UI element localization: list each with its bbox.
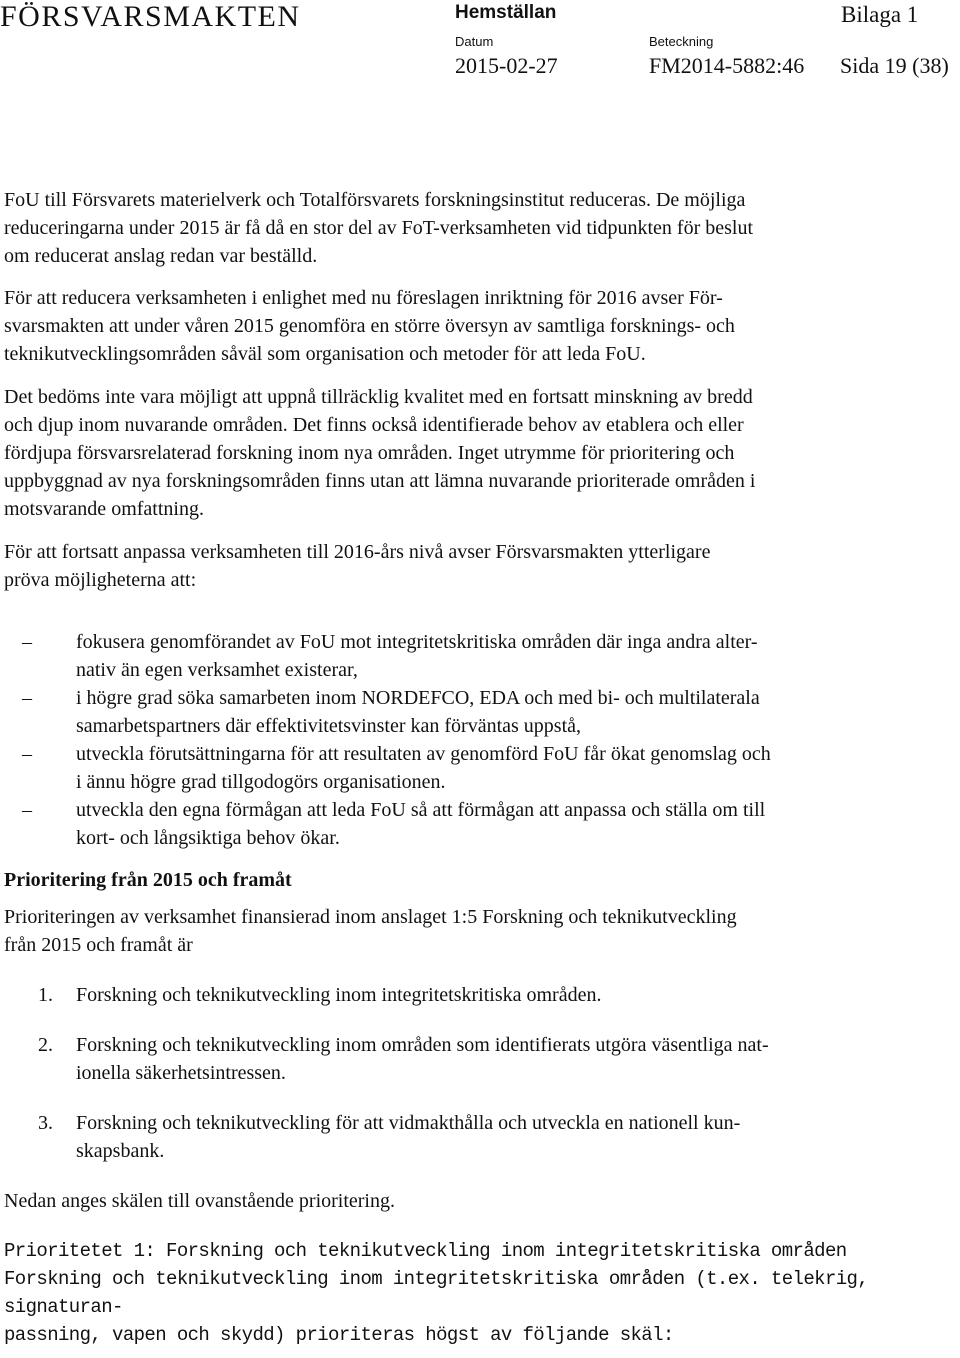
reference-number: FM2014-5882:46 — [649, 53, 805, 78]
list-item — [4, 1031, 904, 1087]
text-line: uppbyggnad av nya forskningsområden finns utan att lämna nuvarande prioriterade områden i — [4, 470, 756, 492]
text-line: skapsbank. — [76, 1140, 165, 1162]
text-line: kort- och långsiktiga behov ökar. — [76, 827, 340, 849]
text-line: Prioriteringen av verksamhet finansierad inom anslaget 1:5 Forskning och teknikutveckling — [4, 906, 737, 928]
text-line: Det bedöms inte vara möjligt att uppnå tillräcklig kvalitet med en fortsatt minskning av bredd — [4, 386, 753, 408]
list-item — [4, 1109, 904, 1165]
text-line: reduceringarna under 2015 är få då en stor del av FoT-verksamheten vid tidpunkten för beslut — [4, 217, 754, 239]
text-line: FoU till Försvarets materielverk och Totalförsvarets forskningsinstitut reduceras. De möjliga — [4, 189, 746, 211]
text-line: motsvarande omfattning. — [4, 498, 204, 520]
text-line: Forskning och teknikutveckling inom områden som identifierats utgöra väsentliga nat- — [76, 1034, 769, 1056]
list-number: 3. — [38, 1112, 53, 1134]
text-line: i högre grad söka samarbeten inom NORDEFCO, EDA och med bi- och multilaterala — [76, 687, 760, 709]
page-number: Sida 19 (38) — [840, 53, 949, 78]
reference-label: Beteckning — [649, 34, 714, 49]
text-line: För att fortsatt anpassa verksamheten till 2016-års nivå avser Försvarsmakten ytterligare — [4, 541, 711, 563]
dash-marker: – — [22, 631, 32, 653]
document-date: 2015-02-27 — [455, 53, 558, 78]
numbered-list — [4, 981, 904, 1165]
text-line: Forskning och teknikutveckling för att vidmakthålla och utveckla en nationell kun- — [76, 1112, 741, 1134]
text-line: pröva möjligheterna att: — [4, 569, 197, 591]
text-line: ionella säkerhetsintressen. — [76, 1062, 286, 1084]
list-item — [4, 981, 904, 1009]
organization-logo: FÖRSVARSMAKTEN — [0, 0, 301, 33]
text-line: samarbetspartners där effektivitetsvinster kan förväntas uppstå, — [76, 715, 582, 737]
document-body — [4, 186, 904, 1349]
list-item — [4, 796, 904, 852]
document-type: Hemställan — [455, 2, 557, 23]
text-line: om reducerat anslag redan var beställd. — [4, 245, 318, 267]
list-number: 1. — [38, 984, 53, 1006]
list-number: 2. — [38, 1034, 53, 1056]
date-label: Datum — [455, 34, 494, 49]
text-line: utveckla förutsättningarna för att resultaten av genomförd FoU får ökat genomslag och — [76, 743, 771, 765]
text-line: För att reducera verksamheten i enlighet med nu föreslagen inriktning för 2016 avser För- — [4, 287, 723, 309]
paragraph-2 — [4, 284, 904, 368]
dash-marker: – — [22, 799, 32, 821]
text-line: fördjupa försvarsrelaterad forskning inom nya områden. Inget utrymme för prioritering och — [4, 442, 735, 464]
text-line: utveckla den egna förmågan att leda FoU så att förmågan att anpassa och ställa om till — [76, 799, 766, 821]
text-line: och djup inom nuvarande områden. Det finns också identifierade behov av etablera och eller — [4, 414, 744, 436]
section-heading: Prioritering från 2015 och framåt — [4, 869, 292, 891]
paragraph-5 — [4, 903, 904, 959]
text-line: teknikutvecklingsområden såväl som organisation och metoder för att leda FoU. — [4, 343, 646, 365]
paragraph-4 — [4, 538, 904, 594]
attachment-label: Bilaga 1 — [841, 2, 919, 27]
text-line: svarsmakten att under våren 2015 genomföra en större översyn av samtliga forsknings- och — [4, 315, 735, 337]
paragraph-6: Nedan anges skälen till ovanstående prioritering. — [4, 1190, 395, 1212]
text-line: Forskning och teknikutveckling inom integritetskritiska områden (t.ex. telekrig, signaturan- — [4, 1268, 869, 1318]
text-line: Forskning och teknikutveckling inom integritetskritiska områden. — [76, 984, 602, 1006]
list-item — [4, 628, 904, 684]
priority-heading: Prioritetet 1: Forskning och teknikutveckling inom integritetskritiska områden — [4, 1240, 847, 1262]
list-item — [4, 740, 904, 796]
text-line: nativ än egen verksamhet existerar, — [76, 659, 358, 681]
dash-marker: – — [22, 687, 32, 709]
dash-marker: – — [22, 743, 32, 765]
paragraph-3 — [4, 383, 904, 523]
list-item — [4, 684, 904, 740]
paragraph-1 — [4, 186, 904, 270]
paragraph-7 — [4, 1265, 904, 1349]
text-line: passning, vapen och skydd) prioriteras högst av följande skäl: — [4, 1324, 674, 1346]
text-line: i ännu högre grad tillgodogörs organisationen. — [76, 771, 446, 793]
dash-list — [4, 628, 904, 852]
text-line: från 2015 och framåt är — [4, 934, 193, 956]
text-line: fokusera genomförandet av FoU mot integritetskritiska områden där inga andra alter- — [76, 631, 758, 653]
